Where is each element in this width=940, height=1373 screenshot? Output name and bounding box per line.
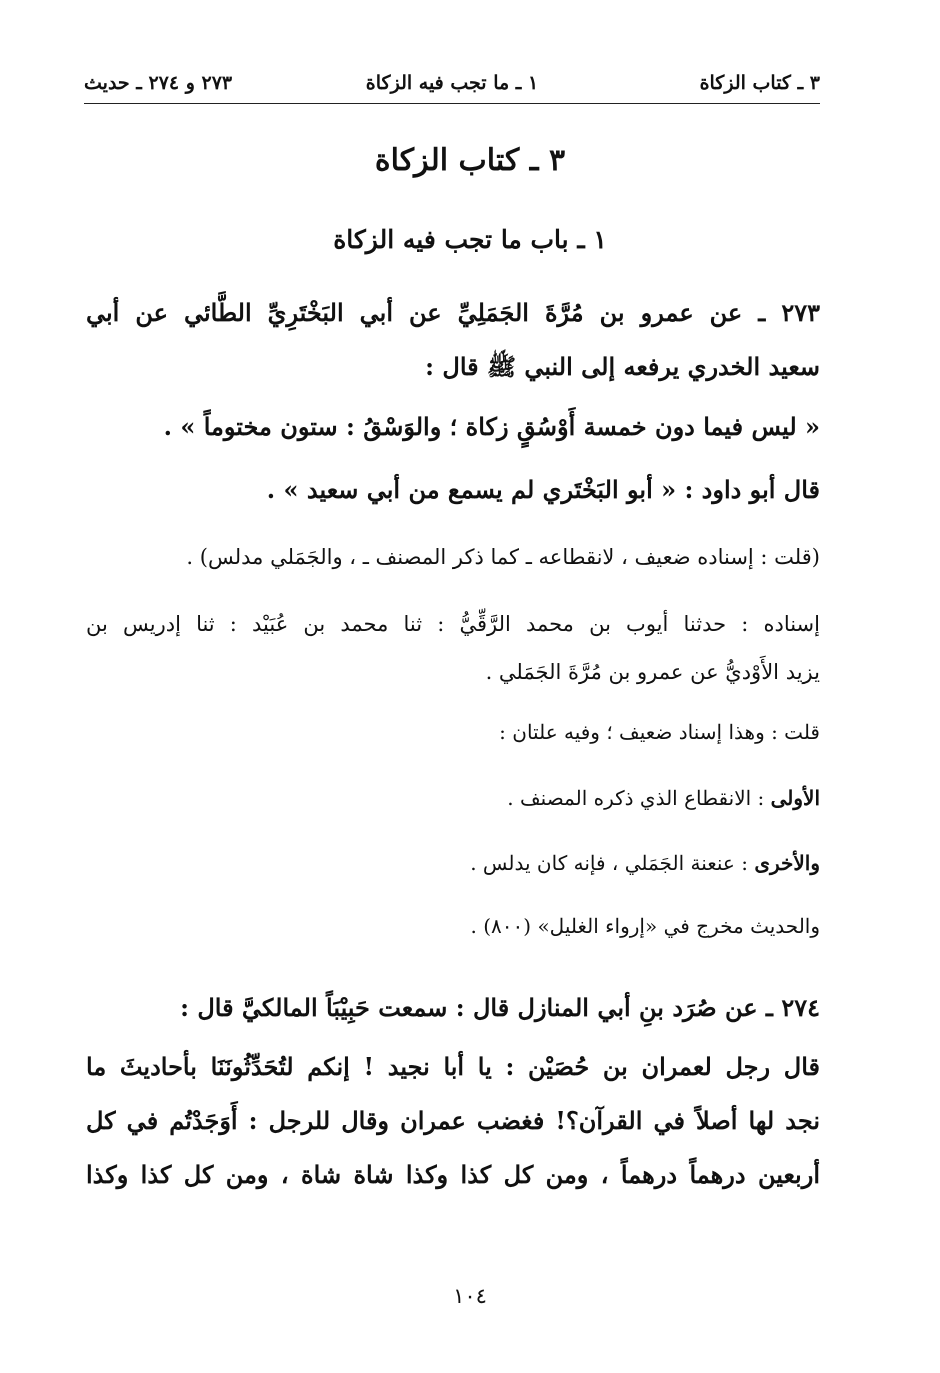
header-hadith-range: ٢٧٣ و ٢٧٤ ـ حديث	[84, 72, 233, 94]
book-title: ٣ ـ كتاب الزكاة	[374, 143, 566, 178]
hadith-274-line-1: ٢٧٤ ـ عن صُرَد بنِ أبي المنازل قال : سمعت حَبِيْبَاً المالكيَّ قال :	[180, 993, 820, 1022]
header-divider	[84, 103, 820, 104]
chapter-title: ١ ـ باب ما تجب فيه الزكاة	[333, 225, 607, 254]
hadith-273-grading: (قلت : إسناده ضعيف ، لانقطاعه ـ كما ذكر المصنف ـ ، والجَمَلي مدلس) .	[186, 545, 820, 569]
note-weak-isnad: قلت : وهذا إسناد ضعيف ؛ وفيه علتان :	[499, 720, 820, 744]
note-first-label: الأولى	[770, 786, 820, 810]
note-first-defect	[507, 786, 820, 810]
running-header	[84, 72, 820, 102]
header-chapter-title: ١ ـ ما تجب فيه الزكاة	[365, 72, 539, 94]
abu-dawud-note: قال أبو داود : « أبو البَخْتَري لم يسمع من أبي سعيد » .	[266, 475, 820, 504]
header-book-title: ٣ ـ كتاب الزكاة	[699, 72, 820, 94]
note-second-text: : عنعنة الجَمَلي ، فإنه كان يدلس .	[470, 851, 755, 875]
isnad-line-2: يزيد الأَوْديُّ عن عمرو بن مُرَّةَ الجَمَلي .	[485, 660, 820, 684]
note-second-label: والأخرى	[754, 851, 820, 875]
page-number: ١٠٤	[453, 1284, 487, 1308]
note-second-defect	[470, 851, 820, 875]
hadith-273-line-1: ٢٧٣ ـ عن عمرو بن مُرَّةَ الجَمَلِيِّ عن أبي البَخْتَرِيِّ الطَّائي عن أبي	[86, 298, 820, 327]
hadith-274-line-4: أربعين درهماً درهماً ، ومن كل كذا وكذا شاة شاة ، ومن كل كذا وكذا	[86, 1160, 820, 1189]
isnad-line-1: إسناده : حدثنا أيوب بن محمد الرَّقِّيُّ : ثنا محمد بن عُبَيْد : ثنا إدريس بن	[86, 612, 820, 636]
hadith-274-line-3: نجد لها أصلاً في القرآن؟! فغضب عمران وقال للرجل : أَوَجَدْتُم في كل	[86, 1106, 820, 1135]
note-first-text: : الانقطاع الذي ذكره المصنف .	[507, 786, 771, 810]
note-takhrij: والحديث مخرج في «إرواء الغليل» (٨٠٠) .	[470, 914, 820, 938]
hadith-273-line-2: سعيد الخدري يرفعه إلى النبي ﷺ قال :	[425, 352, 820, 381]
hadith-274-line-2: قال رجل لعمران بن حُصَيْن : يا أبا نجيد ! إنكم لتُحَدِّثُونَنَا بأحاديثَ ما	[86, 1052, 820, 1081]
hadith-273-matn: « ليس فيما دون خمسة أَوْسُقٍ زكاة ؛ والوَسْقُ : ستون مختوماً » .	[163, 412, 820, 441]
